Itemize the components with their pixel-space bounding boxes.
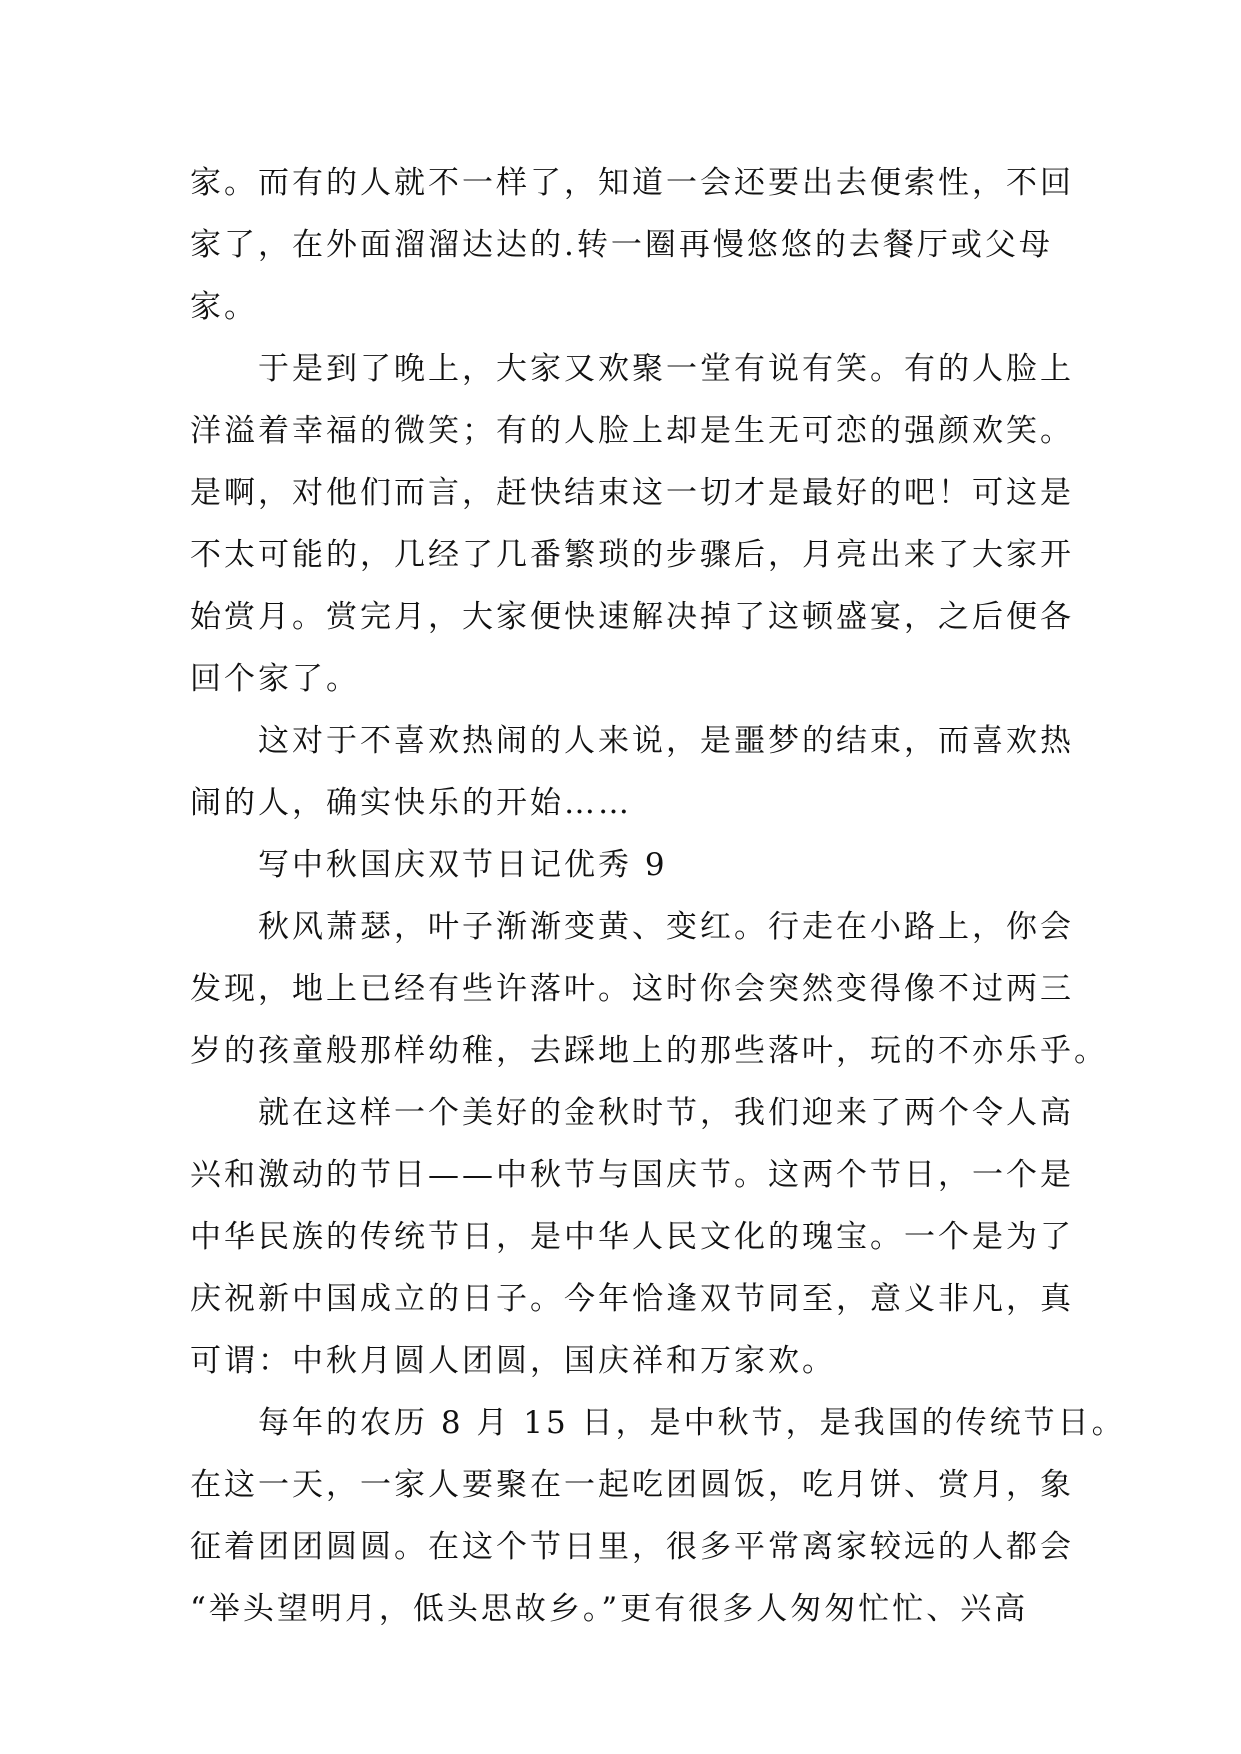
text-line: 洋溢着幸福的微笑；有的人脸上却是生无可恋的强颜欢笑。: [190, 413, 1074, 449]
text-line: 中华民族的传统节日，是中华人民文化的瑰宝。一个是为了: [190, 1219, 1074, 1255]
text-line: 家。而有的人就不一样了，知道一会还要出去便索性，不回: [190, 165, 1074, 201]
text-line: 家了，在外面溜溜达达的.转一圈再慢悠悠的去餐厅或父母: [190, 227, 1053, 263]
text-line: 回个家了。: [190, 661, 360, 697]
text-line: 闹的人，确实快乐的开始……: [190, 785, 632, 821]
text-line: 秋风萧瑟，叶子渐渐变黄、变红。行走在小路上，你会: [190, 909, 1074, 945]
text-line: 是啊，对他们而言，赶快结束这一切才是最好的吧！可这是: [190, 475, 1074, 511]
text-line: 不太可能的，几经了几番繁琐的步骤后，月亮出来了大家开: [190, 537, 1074, 573]
text-line: 每年的农历 8 月 15 日，是中秋节，是我国的传统节日。: [190, 1405, 1126, 1441]
text-line: 始赏月。赏完月，大家便快速解决掉了这顿盛宴，之后便各: [190, 599, 1074, 635]
text-line: 家。: [190, 289, 258, 325]
text-line: 庆祝新中国成立的日子。今年恰逢双节同至，意义非凡，真: [190, 1281, 1074, 1317]
text-line: 兴和激动的节日——中秋节与国庆节。这两个节日，一个是: [190, 1157, 1074, 1193]
text-line: 岁的孩童般那样幼稚，去踩地上的那些落叶，玩的不亦乐乎。: [190, 1033, 1108, 1069]
document-body: [190, 152, 1126, 1640]
text-line: 征着团团圆圆。在这个节日里，很多平常离家较远的人都会: [190, 1529, 1074, 1565]
text-line: 这对于不喜欢热闹的人来说，是噩梦的结束，而喜欢热: [190, 723, 1074, 759]
section-heading: 写中秋国庆双节日记优秀 9: [190, 847, 668, 883]
text-line: 就在这样一个美好的金秋时节，我们迎来了两个令人高: [190, 1095, 1074, 1131]
text-line: “举头望明月，低头思故乡。”更有很多人匆匆忙忙、兴高: [190, 1591, 1029, 1627]
text-line: 于是到了晚上，大家又欢聚一堂有说有笑。有的人脸上: [190, 351, 1074, 387]
text-line: 在这一天，一家人要聚在一起吃团圆饭，吃月饼、赏月，象: [190, 1467, 1074, 1503]
text-line: 发现，地上已经有些许落叶。这时你会突然变得像不过两三: [190, 971, 1074, 1007]
text-line: 可谓：中秋月圆人团圆，国庆祥和万家欢。: [190, 1343, 836, 1379]
